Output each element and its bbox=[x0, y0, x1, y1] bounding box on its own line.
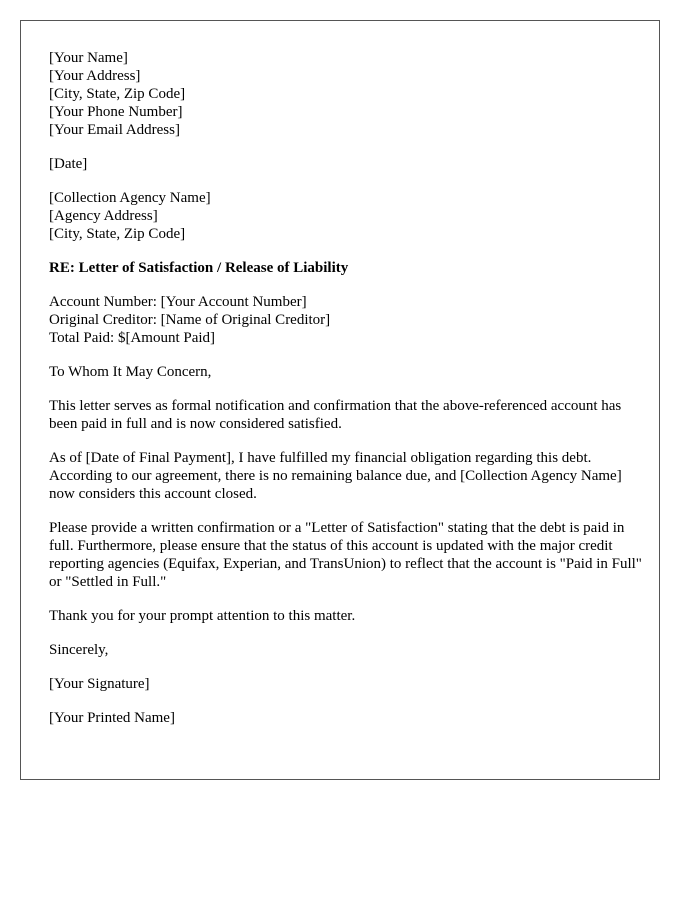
salutation-block bbox=[49, 363, 649, 381]
recipient-name: [Collection Agency Name] bbox=[49, 190, 211, 206]
closing: Sincerely, bbox=[49, 642, 109, 658]
signature-block bbox=[49, 675, 649, 693]
sender-block bbox=[49, 49, 649, 139]
body-paragraph-1: This letter serves as formal notification and confirmation that the above-referenced account has been paid in full and is now considered satisfied. bbox=[49, 398, 622, 432]
salutation: To Whom It May Concern, bbox=[49, 364, 212, 380]
recipient-block bbox=[49, 189, 649, 243]
printed-name-block bbox=[49, 709, 649, 727]
body-paragraph-3: Please provide a written confirmation or a "Letter of Satisfaction" stating that the debt is paid in full. Furthermore, please ensure that the status of this account is updated with the major credit reporting agencies (Equifax, Experian, and TransUnion) to reflect that the account is "Paid in Full" or "Settled in Full." bbox=[49, 520, 642, 590]
account-details-block bbox=[49, 293, 649, 347]
letter-date: [Date] bbox=[49, 156, 88, 172]
closing-block bbox=[49, 641, 649, 659]
recipient-address: [Agency Address] bbox=[49, 208, 158, 224]
body-paragraph-2: As of [Date of Final Payment], I have fulfilled my financial obligation regarding this debt. According to our agreement, there is no remaining balance due, and [Collection Agency Name] now considers this account closed. bbox=[49, 450, 622, 502]
letter-body bbox=[49, 49, 649, 743]
sender-email: [Your Email Address] bbox=[49, 122, 180, 138]
sender-name: [Your Name] bbox=[49, 50, 128, 66]
sender-phone: [Your Phone Number] bbox=[49, 104, 183, 120]
printed-name: [Your Printed Name] bbox=[49, 710, 175, 726]
total-paid: Total Paid: $[Amount Paid] bbox=[49, 330, 216, 346]
original-creditor: Original Creditor: [Name of Original Creditor] bbox=[49, 312, 331, 328]
sender-address: [Your Address] bbox=[49, 68, 141, 84]
account-number: Account Number: [Your Account Number] bbox=[49, 294, 307, 310]
body-paragraph-4: Thank you for your prompt attention to this matter. bbox=[49, 608, 356, 624]
sender-city-state-zip: [City, State, Zip Code] bbox=[49, 86, 186, 102]
signature-placeholder: [Your Signature] bbox=[49, 676, 150, 692]
subject-block bbox=[49, 259, 649, 277]
recipient-city-state-zip: [City, State, Zip Code] bbox=[49, 226, 186, 242]
subject-line: RE: Letter of Satisfaction / Release of Liability bbox=[49, 260, 349, 276]
date-block bbox=[49, 155, 649, 173]
